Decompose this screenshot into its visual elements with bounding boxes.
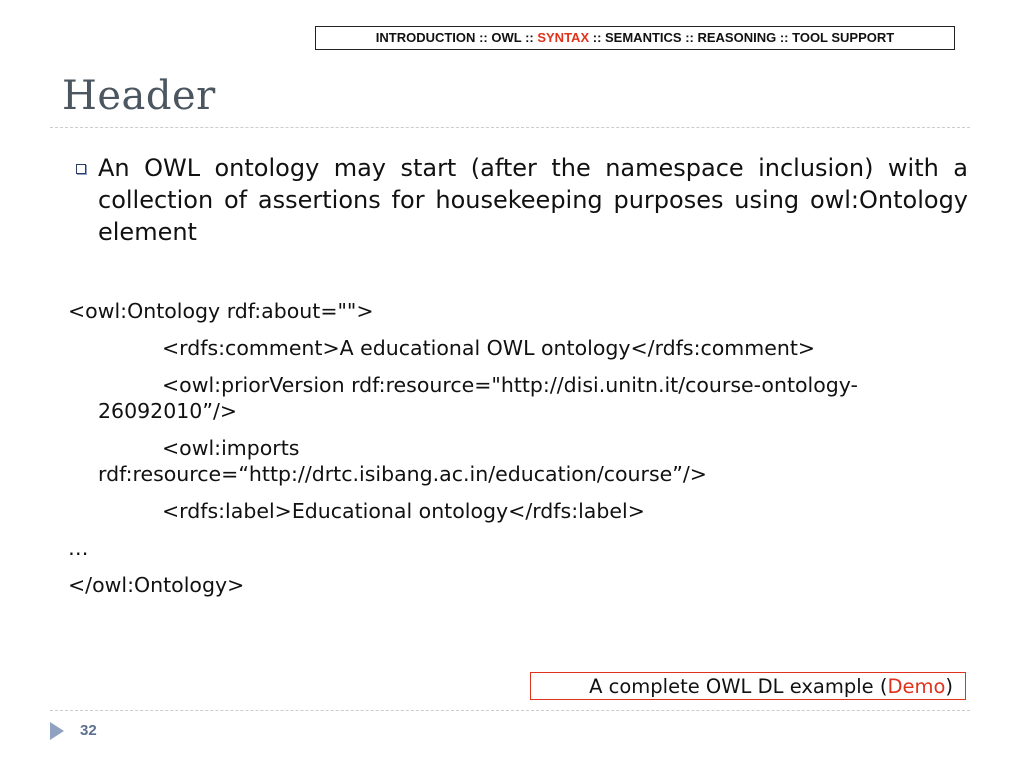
code-example [68,298,948,598]
demo-link[interactable]: Demo [887,675,946,698]
nav-item-reasoning[interactable]: REASONING [697,30,777,45]
code-line-comment: <rdfs:comment>A educational OWL ontology</rdfs:comment> [162,336,816,360]
code-line-close-tag: </owl:Ontology> [68,573,245,597]
footer-divider [50,710,970,711]
demo-text: A complete OWL DL example ( [589,675,888,698]
nav-separator: :: [685,30,698,45]
demo-text-suffix: ) [945,675,953,698]
page-number: 32 [80,722,97,739]
square-bullet-icon [76,164,86,174]
code-line-imports-cont: rdf:resource=“http://drtc.isibang.ac.in/education/course”/> [98,462,707,486]
code-line-prior-version: <owl:priorVersion rdf:resource="http://disi.unitn.it/course-ontology- [162,373,858,397]
code-line-label: <rdfs:label>Educational ontology</rdfs:label> [162,499,645,523]
code-line-open-tag: <owl:Ontology rdf:about=""> [68,299,374,323]
nav-item-syntax[interactable]: SYNTAX [537,30,590,45]
code-line-prior-version-cont: 26092010”/> [98,399,238,423]
bullet-list [68,152,968,248]
nav-separator: :: [779,30,793,45]
nav-separator: :: [592,30,606,45]
nav-separator: :: [525,30,538,45]
nav-item-semantics[interactable]: SEMANTICS [605,30,682,45]
nav-item-tool-support[interactable]: TOOL SUPPORT [792,30,895,45]
code-line-ellipsis: … [68,536,89,560]
nav-item-owl[interactable]: OWL [491,30,522,45]
nav-separator: :: [479,30,492,45]
title-divider [50,127,970,128]
slide-title: Header [62,73,216,119]
triangle-right-icon [50,722,64,740]
demo-callout [530,672,966,700]
bullet-text: An OWL ontology may start (after the namespace inclusion) with a collection of assertions for housekeeping purposes using owl:Ontology element [98,154,968,246]
section-breadcrumb [315,26,955,50]
code-line-imports: <owl:imports [162,436,300,460]
nav-item-introduction[interactable]: INTRODUCTION [375,30,476,45]
